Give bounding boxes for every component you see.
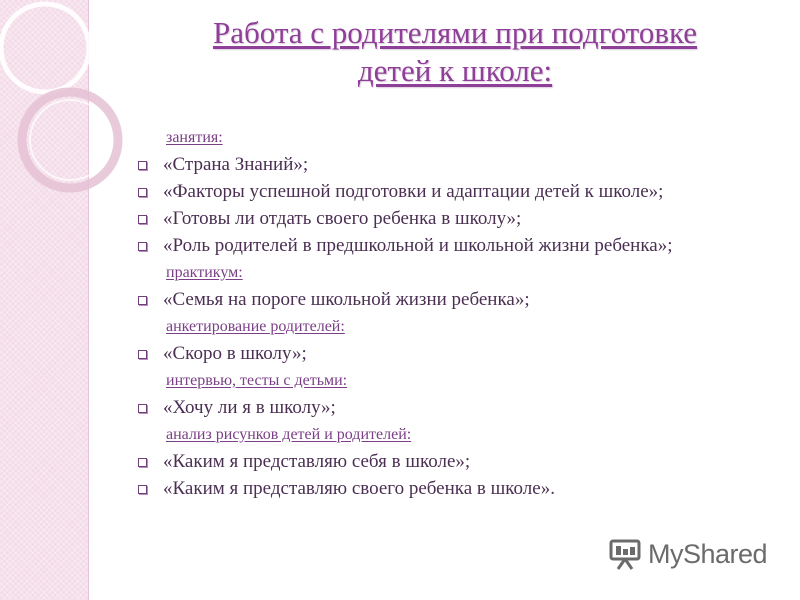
section-label-classes: занятия: — [166, 128, 223, 146]
section-label-row — [138, 313, 788, 340]
logo-text: MyShared — [648, 538, 768, 569]
section-label-survey: анкетирование родителей: — [166, 317, 345, 335]
presentation-board-icon — [608, 537, 642, 571]
square-bullet-icon — [138, 242, 147, 251]
section-label-row — [138, 367, 788, 394]
square-bullet-icon — [138, 161, 147, 170]
list-item-text: «Каким я представляю своего ребенка в школе». — [163, 477, 555, 499]
square-bullet-icon — [138, 215, 147, 224]
list-item — [138, 151, 788, 178]
list-item — [138, 286, 788, 313]
list-item-text: «Готовы ли отдать своего ребенка в школу»; — [163, 207, 522, 229]
square-bullet-icon — [138, 296, 147, 305]
section-label-workshop: практикум: — [166, 263, 243, 281]
list-item-text: «Семья на пороге школьной жизни ребенка»; — [163, 288, 530, 310]
myshared-logo[interactable] — [608, 536, 767, 572]
title-line-1: Работа с родителями при подготовке — [212, 15, 698, 50]
square-bullet-icon — [138, 404, 147, 413]
square-bullet-icon — [138, 188, 147, 197]
list-item — [138, 232, 788, 259]
list-item-text: «Страна Знаний»; — [163, 153, 309, 175]
list-item — [138, 475, 788, 502]
content-list — [138, 124, 788, 502]
square-bullet-icon — [138, 350, 147, 359]
list-item-text: «Хочу ли я в школу»; — [163, 396, 336, 418]
section-label-interviews: интервью, тесты с детьми: — [166, 371, 348, 389]
list-item — [138, 448, 788, 475]
list-item — [138, 340, 788, 367]
list-item — [138, 205, 788, 232]
list-item-text: «Роль родителей в предшкольной и школьной жизни ребенка»; — [163, 234, 673, 256]
section-label-row — [138, 259, 788, 286]
section-label-drawings: анализ рисунков детей и родителей: — [166, 425, 412, 443]
decorative-side-panel — [0, 0, 89, 600]
list-item — [138, 394, 788, 421]
title-line-2: детей к школе: — [357, 53, 553, 88]
list-item-text: «Каким я представляю себя в школе»; — [163, 450, 471, 472]
section-label-row — [138, 124, 788, 151]
list-item-text: «Скоро в школу»; — [163, 342, 307, 364]
square-bullet-icon — [138, 458, 147, 467]
square-bullet-icon — [138, 485, 147, 494]
page-title — [110, 14, 800, 90]
section-label-row — [138, 421, 788, 448]
list-item — [138, 178, 788, 205]
list-item-text: «Факторы успешной подготовки и адаптации детей к школе»; — [163, 180, 664, 202]
